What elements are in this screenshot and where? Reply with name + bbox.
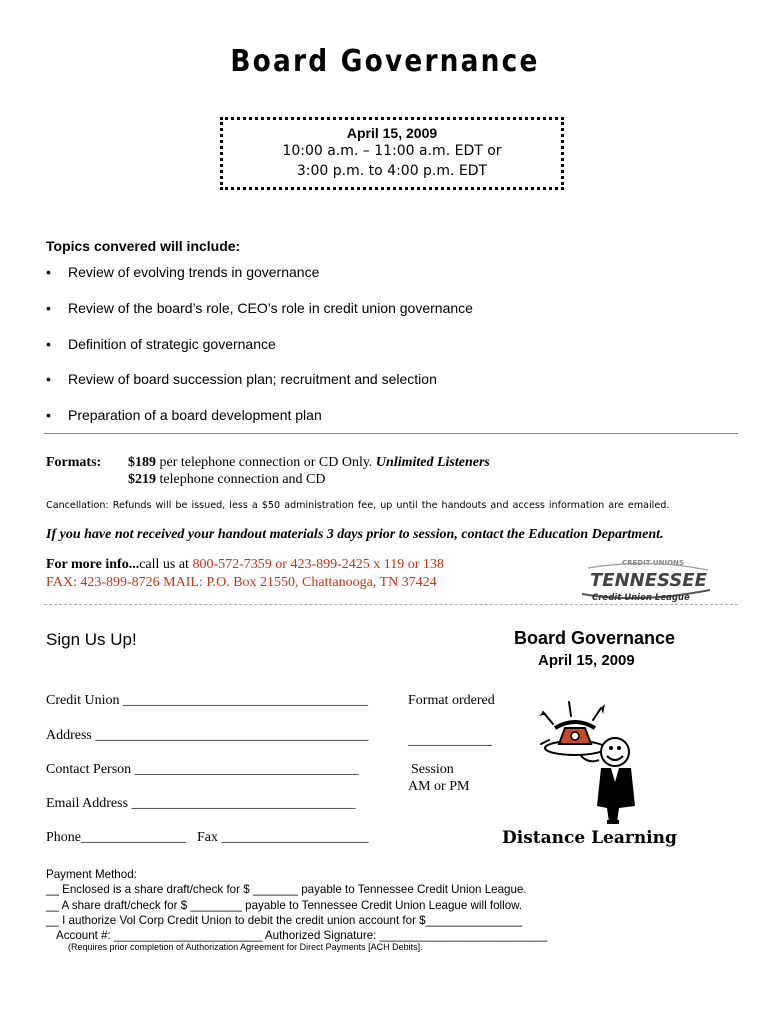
contact-person-field[interactable]: Contact Person ________________________________ — [46, 762, 359, 777]
cancellation-policy: Cancellation: Refunds will be issued, less a $50 administration fee, up until the handouts and access information are emailed. — [46, 500, 670, 511]
page-title: Board Governance — [230, 44, 540, 79]
session-options[interactable]: AM or PM — [408, 779, 470, 794]
account-signature-line[interactable]: Account #: _______________________ Authorized Signature: __________________________ — [56, 929, 548, 943]
credit-union-field[interactable]: Credit Union ___________________________________ — [46, 693, 368, 708]
payment-method — [46, 867, 547, 943]
fax-field[interactable]: Fax _____________________ — [197, 830, 369, 845]
signup-date: April 15, 2009 — [538, 652, 635, 669]
svg-text:CREDIT UNIONS: CREDIT UNIONS — [622, 559, 684, 567]
event-time-2: 3:00 p.m. to 4:00 p.m. EDT — [296, 163, 488, 179]
payment-label: Payment Method: — [46, 868, 137, 881]
svg-text:Credit Union League: Credit Union League — [592, 593, 690, 603]
phone-field[interactable]: Phone_______________ — [46, 830, 186, 845]
cut-line — [44, 604, 738, 605]
more-info: For more info...call us at 800-572-7359 or 423-899-2425 x 119 or 138 — [46, 557, 444, 572]
format-option-2: $219 telephone connection and CD — [128, 472, 326, 487]
format-ordered-field[interactable]: ____________ — [408, 733, 492, 748]
topic-item: • Review of evolving trends in governance — [46, 264, 320, 280]
topic-item: • Definition of strategic governance — [46, 336, 276, 352]
email-field[interactable]: Email Address ________________________________ — [46, 796, 356, 811]
topic-item: • Review of board succession plan; recruitment and selection — [46, 371, 437, 387]
signup-heading: Sign Us Up! — [46, 630, 137, 649]
bullet-icon: • — [46, 336, 51, 352]
ach-requirement-note: (Requires prior completion of Authorization Agreement for Direct Payments [ACH Debits]. — [68, 942, 423, 952]
topic-item: • Preparation of a board development plan — [46, 407, 322, 423]
formats-label: Formats: — [46, 455, 102, 470]
date-box — [220, 117, 564, 190]
signup-title: Board Governance — [514, 628, 676, 648]
topic-item: • Review of the board’s role, CEO’s role in credit union governance — [46, 300, 473, 316]
telephone-waiter-icon — [535, 700, 640, 825]
format-ordered-label: Format ordered — [408, 693, 495, 708]
bullet-icon: • — [46, 300, 51, 316]
fax-mail-line: FAX: 423-899-8726 MAIL: P.O. Box 21550, Chattanooga, TN 37424 — [46, 575, 437, 590]
session-label: Session — [411, 762, 454, 777]
event-time-1: 10:00 a.m. – 11:00 a.m. EDT or — [282, 143, 502, 159]
topics-heading: Topics convered will include: — [46, 238, 241, 254]
svg-text:TENNESSEE: TENNESSEE — [590, 570, 707, 591]
tcul-logo — [578, 556, 718, 604]
address-field[interactable]: Address _______________________________________ — [46, 728, 369, 743]
handout-notice: If you have not received your handout materials 3 days prior to session, contact the Education Department. — [46, 527, 664, 542]
bullet-icon: • — [46, 407, 51, 423]
format-option-1: $189 per telephone connection or CD Only. Unlimited Listeners — [128, 455, 490, 470]
divider — [44, 433, 738, 434]
event-date: April 15, 2009 — [346, 125, 438, 141]
payment-option-will-follow[interactable]: __ A share draft/check for $ ________ payable to Tennessee Credit Union League will follow. — [46, 898, 523, 912]
bullet-icon: • — [46, 371, 51, 387]
payment-option-enclosed[interactable]: __ Enclosed is a share draft/check for $ _______ payable to Tennessee Credit Union League. — [46, 883, 527, 897]
bullet-icon: • — [46, 264, 51, 280]
distance-learning-label: Distance Learning — [502, 828, 677, 848]
payment-option-debit[interactable]: __ I authorize Vol Corp Credit Union to debit the credit union account for $_______________ — [46, 913, 523, 927]
phone-numbers: 800-572-7359 or 423-899-2425 x 119 or 138 — [192, 557, 444, 572]
